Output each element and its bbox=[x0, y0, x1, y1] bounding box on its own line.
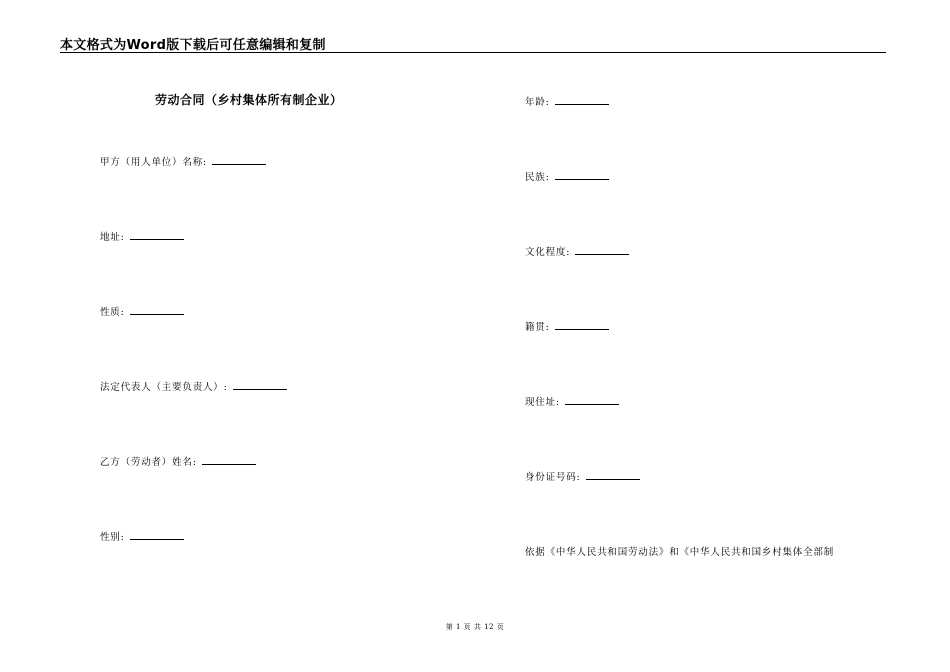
blank-line bbox=[130, 230, 184, 240]
field-label: 身份证号码: bbox=[525, 472, 581, 483]
field-label: 文化程度: bbox=[525, 247, 571, 258]
field-employee-name bbox=[100, 454, 256, 468]
field-age bbox=[525, 94, 609, 108]
field-gender bbox=[100, 529, 184, 543]
field-label: 法定代表人（主要负责人）: bbox=[100, 382, 228, 393]
header-divider bbox=[60, 52, 886, 53]
blank-line bbox=[233, 380, 287, 390]
closing-paragraph: 依据《中华人民共和国劳动法》和《中华人民共和国乡村集体全部制 bbox=[525, 547, 835, 558]
page-header: 本文格式为Word版下载后可任意编辑和复制 bbox=[60, 38, 326, 53]
blank-line bbox=[202, 455, 256, 465]
field-ethnicity bbox=[525, 169, 609, 183]
field-nature bbox=[100, 304, 184, 318]
blank-line bbox=[555, 95, 609, 105]
field-legal-representative bbox=[100, 379, 287, 393]
blank-line bbox=[565, 395, 619, 405]
blank-line bbox=[586, 470, 640, 480]
field-current-address bbox=[525, 394, 619, 408]
field-native-place bbox=[525, 319, 609, 333]
field-employer-name bbox=[100, 154, 266, 168]
document-title: 劳动合同（乡村集体所有制企业） bbox=[155, 93, 343, 107]
blank-line bbox=[555, 320, 609, 330]
field-label: 现住址: bbox=[525, 397, 560, 408]
field-label: 年龄: bbox=[525, 97, 550, 108]
field-label: 地址: bbox=[100, 232, 125, 243]
blank-line bbox=[575, 245, 629, 255]
blank-line bbox=[130, 305, 184, 315]
blank-line bbox=[555, 170, 609, 180]
field-label: 籍贯: bbox=[525, 322, 550, 333]
field-label: 性质: bbox=[100, 307, 125, 318]
blank-line bbox=[212, 155, 266, 165]
field-education bbox=[525, 244, 629, 258]
field-id-number bbox=[525, 469, 640, 483]
field-label: 乙方（劳动者）姓名: bbox=[100, 457, 197, 468]
blank-line bbox=[130, 530, 184, 540]
page-number: 第 1 页 共 12 页 bbox=[445, 623, 505, 631]
field-label: 甲方（用人单位）名称: bbox=[100, 157, 208, 168]
field-label: 性别: bbox=[100, 532, 125, 543]
field-address bbox=[100, 229, 184, 243]
field-label: 民族: bbox=[525, 172, 550, 183]
